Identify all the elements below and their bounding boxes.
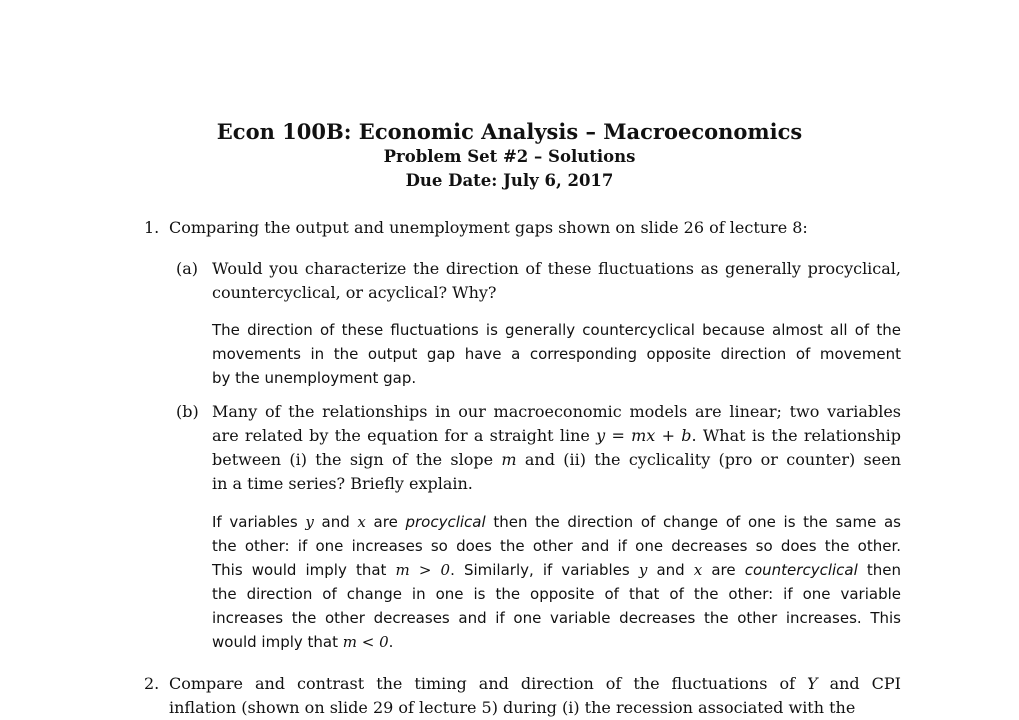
- document-subtitle: Problem Set #2 – Solutions: [383, 147, 636, 166]
- question-line: in a time series? Briefly explain.: [212, 474, 473, 493]
- answer-line: The direction of these fluctuations is generally countercyclical because almost all of the: [212, 321, 901, 339]
- answer-line: the other: if one increases so does the other and if one decreases so does the other.: [212, 537, 901, 555]
- due-date: Due Date: July 6, 2017: [405, 171, 614, 190]
- answer-line: the direction of change in one is the opposite of that of the other: if one variable: [212, 585, 901, 603]
- question-text: Comparing the output and unemployment gaps shown on slide 26 of lecture 8:: [169, 218, 808, 237]
- part-label: (b): [176, 402, 199, 421]
- part-label: (a): [176, 259, 199, 278]
- emphasis: procyclical: [405, 513, 486, 531]
- question-text: inflation (shown on slide 29 of lecture 5) during (i) the recession associated with the: [169, 698, 856, 717]
- answer-line: by the unemployment gap.: [212, 369, 417, 387]
- math-variable: m: [501, 450, 517, 469]
- question-line: between (i) the sign of the slope m and (ii) the cyclicality (pro or counter) seen: [212, 450, 901, 469]
- document-title: Econ 100B: Economic Analysis – Macroeconomics: [216, 119, 803, 144]
- answer-line: increases the other decreases and if one variable decreases the other increases. This: [212, 609, 901, 627]
- answer-line: movements in the output gap have a corresponding opposite direction of movement: [212, 345, 901, 363]
- question-line: countercyclical, or acyclical? Why?: [212, 283, 497, 302]
- question-number: 1.: [144, 218, 160, 237]
- question-text: Compare and contrast the timing and direction of the fluctuations of Y and CPI: [169, 674, 901, 693]
- question-line: are related by the equation for a straight line y = mx + b. What is the relationship: [212, 426, 902, 445]
- question-number: 2.: [144, 674, 160, 693]
- equation: y = mx + b: [596, 426, 692, 445]
- question-line: Would you characterize the direction of these fluctuations as generally procyclical,: [212, 259, 901, 278]
- question-line: Many of the relationships in our macroeconomic models are linear; two variables: [212, 402, 901, 421]
- emphasis: countercyclical: [744, 561, 858, 579]
- answer-line: If variables y and x are procyclical then the direction of change of one is the same as: [212, 513, 901, 531]
- answer-line: would imply that m < 0.: [212, 633, 394, 651]
- answer-line: This would imply that m > 0. Similarly, if variables y and x are countercyclical then: [212, 561, 901, 579]
